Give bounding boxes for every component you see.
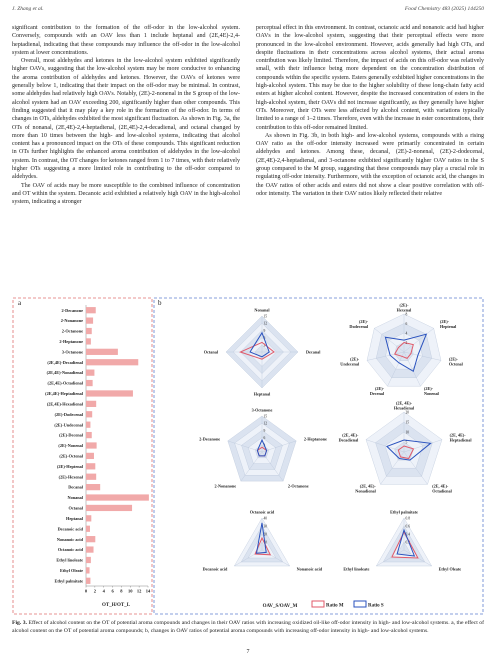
radar-tick-label: 2 [405, 341, 408, 345]
radar-enal-group [340, 303, 463, 397]
radar-axis-label: Ethyl linoleate [343, 566, 370, 572]
tick-label: Ethyl linoleate [56, 557, 83, 563]
tick-label: (2E)-Heptenal [56, 463, 83, 469]
radar-axis-label: (2E)- [439, 319, 450, 325]
caption-text: Effect of alcohol content on the OT of potential aroma compounds and changes in their OAV ratios with increasing oxidized oil-like off-odor intensity in high- and low-alcohol systems. a, the effect of alcohol content on the OT of potential aroma compounds; b, changes in OAV ratios of potential aroma compounds with increasing off-odor intensity in high- and low-alcohol systems. [12, 620, 484, 634]
bar [86, 505, 132, 511]
bar [86, 474, 96, 480]
header-authors: J. Zhang et al. [12, 6, 44, 12]
bar [86, 380, 93, 386]
radar-tick-label: 12 [263, 421, 268, 426]
bar [86, 442, 97, 448]
caption-label: Fig. 3. [12, 620, 28, 626]
radar-tick-label: 0.2 [405, 540, 410, 545]
tick-label: (2E)-Decenal [59, 432, 83, 438]
tick-label: (2E,4E)-Heptadienal [45, 391, 83, 397]
bar [86, 494, 149, 500]
bar [86, 349, 118, 355]
bar [86, 526, 90, 532]
radar-tick-label: 0.4 [405, 532, 410, 537]
tick-label: 14 [145, 588, 151, 594]
panel-a-label: a [18, 299, 22, 307]
radar-tick-label: 20 [405, 410, 410, 415]
page-header [12, 6, 484, 16]
radar-ester-group [343, 510, 461, 572]
radar-tick-label: 6 [405, 322, 408, 326]
radar-tick-label: 20 [263, 532, 268, 537]
radar-axis-label: Decanoic acid [202, 566, 228, 572]
radar-tick-label: 9 [263, 428, 266, 433]
tick-label: 2-Nonanone [60, 318, 83, 324]
radar-axis-label: Ethyl Oleate [438, 566, 462, 572]
radar-tick-label: 10 [405, 430, 410, 435]
panel-b-label: b [158, 299, 162, 307]
tick-label: 10 [128, 588, 133, 594]
radar-tick-label: 10 [263, 540, 268, 545]
radar-axis-label: Decanal [306, 349, 321, 355]
radar-axis-label: (2E)- [350, 356, 360, 362]
radar-axis-label: Ethyl palmitate [390, 509, 418, 515]
legend-swatch-ratio-s [354, 601, 366, 607]
radar-axis-label: Octadienal [432, 488, 452, 494]
radar-tick-label: 3 [263, 343, 266, 348]
tick-label: 2-Decanone [61, 307, 83, 313]
radar-tick-label: 8 [405, 312, 408, 317]
radar-ketone-group [199, 408, 327, 489]
legend-label: Ratio M [326, 603, 344, 609]
bar [86, 338, 91, 344]
tick-label: Nonanal [67, 495, 83, 501]
radar-axis-label: Undecenal [340, 361, 360, 367]
radar-tick-label: 0.8 [405, 516, 410, 521]
tick-label: 2 [93, 588, 96, 594]
bar [86, 307, 96, 313]
radar-axis-label: 2-Decanone [199, 436, 221, 442]
tick-label: Ethyl Oleate [59, 567, 83, 573]
bar [86, 557, 91, 563]
body-text [12, 24, 484, 280]
radar-tick-label: 6 [263, 436, 266, 441]
tick-label: Octanal [68, 505, 83, 511]
radar-axis-label: 3-Octanone [251, 407, 273, 413]
radar-tick-label: 0.6 [405, 524, 410, 529]
tick-label: (2E)-Dodecenal [54, 411, 83, 417]
bar [86, 484, 100, 490]
tick-label: (2E)-Hexenal [58, 474, 83, 480]
tick-label: 4 [102, 588, 105, 594]
radar-axis-label: Octanal [203, 349, 218, 355]
axis-title: OAV_S/OAV_M [262, 604, 298, 609]
radar-axis-label: Nonanoic acid [296, 566, 323, 572]
radar-tick-label: 30 [263, 524, 268, 529]
tick-label: (2E,4E)-Nonadienal [46, 370, 83, 376]
tick-label: Nonanoic acid [56, 536, 83, 542]
radar-tick-label: 15 [263, 414, 268, 419]
tick-label: Decanoic acid [57, 526, 83, 532]
bar [86, 432, 92, 438]
bar [86, 453, 94, 459]
radar-tick-label: 4 [405, 331, 408, 336]
tick-label: 12 [136, 588, 142, 594]
radar-axis-label: Heptenal [439, 324, 457, 330]
radar-axis-label: 2-Nonanone [214, 483, 237, 489]
radar-acid-group [203, 510, 323, 572]
bar [86, 536, 95, 542]
page-number: 7 [246, 649, 250, 655]
bar [86, 515, 91, 521]
tick-label: (2E)-Octenal [59, 453, 83, 459]
radar-axis-label: Nonenal [423, 391, 439, 397]
radar-tick-label: 3 [263, 443, 266, 448]
paragraph: As shown in Fig. 3b, in both high- and low-alcohol systems, compounds with a rising OAV ratio as the off-odor intensity increased were primarily concentrated in certain aldehydes and ketones. Among these, decanal, (2E)-2-nonenal, (2E)-2-dodecenal, (2E,4E)-2,4-heptadienal, and 3-octanone exhibited significantly higher OAV ratios in the S group compared to the M group, suggesting that these compounds may play a crucial role in regulating off-odor intensity. Furthermore, with the exception of octanoic acid, the changes in the OAV ratios of other acids and esters did not show a clear positive correlation with off-odor intensity. The variation in their OAV ratios likely reflected their relative [256, 132, 484, 197]
radar-axis-label: Hexadienal [393, 405, 415, 411]
left-column [12, 24, 240, 207]
radar-axis-label: Decadienal [338, 437, 359, 443]
radar-tick-label: 9 [263, 328, 266, 333]
radar-axis-label: Octanoic acid [249, 509, 275, 515]
figure-3 [12, 297, 484, 615]
figure-caption [12, 620, 484, 635]
radar-axis-label: (2E, 4E)- [359, 483, 376, 489]
radar-axis-label: (2E)- [423, 386, 434, 392]
tick-label: Decanal [68, 484, 83, 490]
radar-axis-label: (2E)- [399, 302, 409, 308]
tick-label: 2-Heptanone [59, 339, 83, 345]
tick-label: (2E)-Nonenal [58, 443, 83, 449]
paragraph: significant contribution to the formation of the off-odor in the low-alcohol system. Conversely, compounds with an OAV less than 1 include heptanal and (2E,4E)-2,4-heptadienal, indicating that these compounds may influence the off-odor in the low-alcohol system at lower concentrations. [12, 25, 240, 56]
bar [86, 463, 95, 469]
bar [86, 390, 133, 396]
radar-axis-label: Dodecenal [349, 324, 369, 330]
radar-axis-label: (2E, 4E)- [395, 400, 413, 406]
tick-label: Ethyl palmitate [54, 578, 83, 584]
radar-nonanal-group [204, 308, 321, 397]
paragraph: Overall, most aldehydes and ketones in the low-alcohol system exhibited significantly higher OAVs, suggesting that the low-alcohol system may be more conducive to enhancing the aroma contribution of aldehydes and ketones. However, the OAVs of ketones were generally below 1, indicating that their impact on the off-odor may be minimal. In contrast, some aldehydes had relatively high OAVs. Notably, (2E)-2-nonenal in the S group of the low-alcohol system had an OAV exceeding 200, significantly higher than other compounds. This finding suggested that it may play a key role in the formation of the off-odor. In terms of changes in OTs, aldehydes exhibited the most significant fluctuation. As shown in Fig. 3a, the OTs of nonanal, (2E,4E)-2,4-heptadienal, (2E,4E)-2,4-decadienal, and octanal changed by more than 10 times between the high- and low-alcohol systems, indicating that alcohol content has a pronounced impact on the OTs of these compounds. This significant reduction in OTs further highlights the enhanced aroma contribution of aldehydes in the low-alcohol system. In contrast, the OT changes for ketones ranged from 1 to 7 times, with their relatively higher OTs suggesting a more limited role in contributing to the off-odor compared to aldehydes. [12, 58, 240, 181]
tick-label: 2-Octanone [61, 328, 83, 334]
radar-axis-label: (2E, 4E)- [342, 432, 359, 438]
tick-label: 6 [111, 588, 114, 594]
tick-label: (2E,4E)-Decadienal [47, 359, 83, 365]
bar [86, 578, 90, 584]
radar-axis-label: Octenal [448, 361, 463, 367]
radar-tick-label: 12 [263, 321, 268, 326]
radar-axis-label: Nonadienal [355, 488, 376, 494]
radar-axis-label: (2E, 4E)- [432, 483, 449, 489]
bar [86, 317, 93, 323]
bar [86, 411, 92, 417]
radar-tick-label: 5 [405, 440, 408, 445]
tick-label: Octanoic acid [57, 547, 83, 553]
bar [86, 370, 94, 376]
tick-label: (2E,4E)-Octadienal [47, 380, 83, 386]
radar-axis-label: (2E)- [374, 386, 385, 392]
radar-axis-label: (2E)- [358, 319, 369, 325]
tick-label: 0 [84, 588, 88, 594]
paragraph: perceptual effect in this environment. In contrast, octanoic acid and nonanoic acid had higher OAVs in the low-alcohol system, suggesting that their perceptual effects were more pronounced in the low-alcohol environment. However, acids generally had high OTs, and despite fluctuations in their concentrations across alcohol systems, their actual aroma contribution was likely limited. Therefore, the impact of acids on this off-odor was relatively small, with their influence being more dependent on the concentration distribution of compounds within the specific system. Esters generally exhibited higher concentrations in the high-alcohol system. This may be due to the higher solubility of these long-chain fatty acid esters at higher alcohol content. However, despite the increased concentration of esters in the high-alcohol system, their OAVs did not increase significantly, as they generally have higher OTs. Moreover, their OTs were less affected by alcohol content, with variations typically limited to a range of 1–2 times. Therefore, even with the increase in ester concentrations, their contribution to this off-odor remained limited. [256, 25, 484, 131]
radar-axis-label: (2E, 4E)- [449, 432, 466, 438]
tick-label: Heptanal [66, 515, 83, 521]
radar-axis-label: (2E)- [448, 356, 458, 362]
axis-title: OT_H/OT_L [101, 603, 131, 608]
bar [86, 328, 92, 334]
radar-tick-label: 40 [263, 516, 268, 521]
tick-label: (2E)-Undecenal [54, 422, 83, 428]
right-column [256, 24, 484, 198]
tick-label: (2E,4E)-Hexadienal [46, 401, 83, 407]
figure-3-graphic [12, 297, 484, 615]
radar-axis-label: Hexenal [396, 307, 412, 313]
bar [86, 422, 90, 428]
radar-axis-label: Nonanal [254, 307, 270, 313]
radar-dienal-group [339, 401, 473, 494]
radar-axis-label: Heptanal [253, 391, 271, 397]
radar-tick-label: 15 [405, 420, 410, 425]
header-journal: Food Chemistry 483 (2025) 144250 [404, 6, 484, 12]
paragraph: The OAV of acids may be more susceptible to the combined influence of concentration and OT within the system. Decanoic acid exhibited a relatively high OAV in the high-alcohol system, indicating a stronger [12, 182, 240, 206]
legend-label: Ratio S [368, 603, 384, 609]
radar-tick-label: 15 [263, 314, 268, 319]
bar [86, 359, 138, 365]
radar-axis-label: Decenal [369, 391, 385, 397]
bar [86, 401, 96, 407]
radar-axis-label: 2-Octanone [287, 483, 309, 489]
tick-label: 3-Octanone [61, 349, 83, 355]
bar [86, 546, 94, 552]
tick-label: 8 [120, 588, 123, 594]
bar [86, 567, 90, 573]
radar-axis-label: Heptadienal [449, 437, 472, 443]
radar-axis-label: 2-Heptanone [303, 436, 327, 442]
radar-tick-label: 6 [263, 336, 266, 341]
legend-swatch-ratio-m [312, 601, 324, 607]
